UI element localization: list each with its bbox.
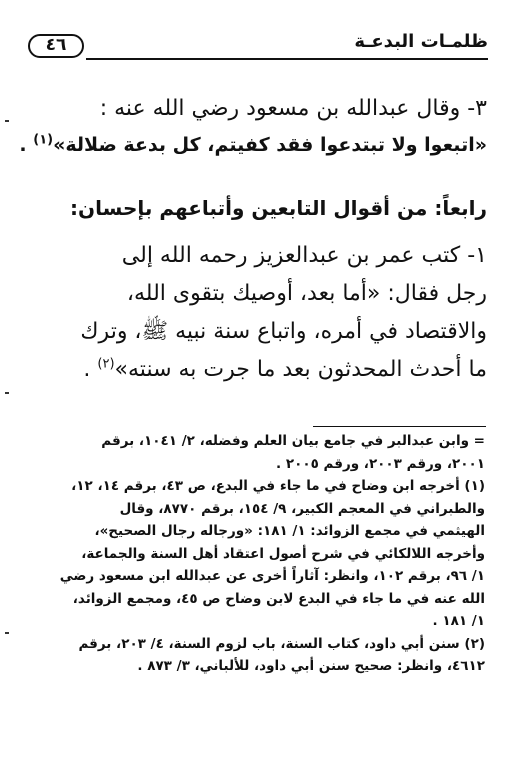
footnote-line: والطبراني في المعجم الكبير، ٩/ ١٥٤، برقم ٨٧٧٠، وقال xyxy=(119,500,485,517)
footnotes xyxy=(28,430,485,678)
section-heading xyxy=(32,190,487,226)
footnote-line: ٤٦١٢، وانظر: صحيح سنن أبي داود، للألباني، ٣/ ٨٧٣ . xyxy=(137,658,485,674)
text-line xyxy=(32,351,487,389)
text-line: ١- كتب عمر بن عبدالعزيز رحمه الله إلى xyxy=(121,243,487,268)
header-rule xyxy=(86,58,488,60)
scan-edge-mark xyxy=(5,632,9,634)
footnote-line: وأخرجه اللالكائي في شرح أصول اعتقاد أهل السنة والجماعة، xyxy=(81,545,485,562)
text-line: والاقتصاد في أمره، واتباع سنة نبيه ﷺ، وترك xyxy=(80,319,487,344)
quote-text: «اتبعوا ولا تبتدعوا فقد كفيتم، كل بدعة ضلالة» xyxy=(53,134,487,156)
text-line xyxy=(19,128,487,162)
scan-edge-mark xyxy=(5,120,9,122)
footnote-line: الله عنه في ما جاء في البدع لابن وضاح ص ٤٥، ومجمع الزوائد، xyxy=(72,590,485,607)
footnote-line: الهيثمي في مجمع الزوائد: ١/ ١٨١: «ورجاله رجال الصحيح»، xyxy=(94,523,485,539)
line-end: . xyxy=(83,357,98,382)
footnote-separator xyxy=(313,426,486,427)
book-title: ظلمـات البدعـة xyxy=(354,31,488,52)
footnote-line: = وابن عبدالبر في جامع بيان العلم وفضله، ٢/ ١٠٤١، برقم xyxy=(101,433,485,449)
quote-text: ما أحدث المحدثون بعد ما جرت به سنته» xyxy=(114,357,487,382)
scan-edge-mark xyxy=(5,392,9,394)
quote-paragraph-1 xyxy=(32,237,487,389)
footnote-line: (١) أخرجه ابن وضاح في ما جاء في البدع، ص ٤٣، برقم ١٤، ١٢، xyxy=(71,478,485,494)
page-number-badge: ٤٦ xyxy=(28,34,84,58)
footnote-ref: (١) xyxy=(33,132,54,148)
footnote-line: ١/ ٩٦، برقم ١٠٢، وانظر: آثاراً أخرى عن عبدالله ابن مسعود رضي xyxy=(59,568,485,584)
heading-text: رابعاً: من أقوال التابعين وأتباعهم بإحسان: xyxy=(70,196,487,220)
footnote-line: (٢) سنن أبي داود، كتاب السنة، باب لزوم السنة، ٤/ ٢٠٣، برقم xyxy=(78,635,485,652)
text-line: رجل فقال: «أما بعد، أوصيك بتقوى الله، xyxy=(126,281,487,306)
text-line: ٣- وقال عبدالله بن مسعود رضي الله عنه : xyxy=(99,96,487,121)
footnote-line: ١/ ١٨١ . xyxy=(432,613,485,629)
footnote-line: ٢٠٠١، ورقم ٢٠٠٣، ورقم ٢٠٠٥ . xyxy=(276,455,485,472)
quote-paragraph-3 xyxy=(19,90,487,162)
line-end: . xyxy=(19,134,34,156)
footnote-ref: (٢) xyxy=(97,356,115,372)
page-header xyxy=(28,30,488,62)
